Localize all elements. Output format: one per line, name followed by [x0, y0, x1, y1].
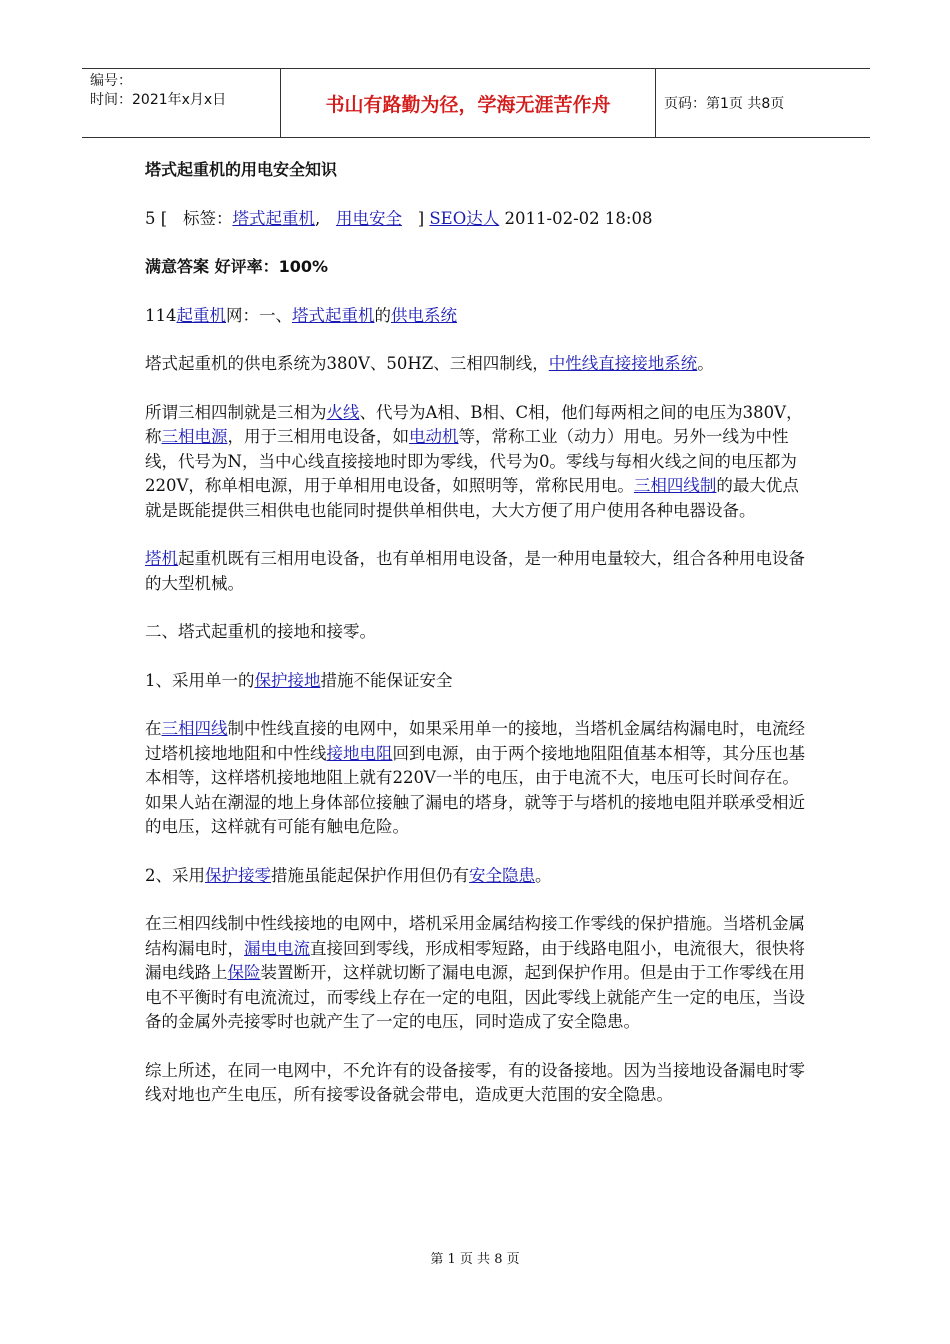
text: 起重机既有三相用电设备，也有单相用电设备，是一种用电量较大，组合各种用电设备的大型机械。 [145, 549, 805, 593]
text: 的最大优点就是既能提供三相供电也能同时提供单相供电，大大方便了用户使用各种电器设备。 [145, 476, 799, 520]
header-motto: 书山有路勤为径，学海无涯苦作舟 [280, 69, 656, 137]
link-protective-neutral[interactable]: 保护接零 [205, 865, 271, 885]
tag-link-electric-safety[interactable]: 用电安全 [335, 208, 402, 228]
tag-separator: , [314, 208, 321, 228]
text: 2、采用 [145, 865, 205, 885]
text: 。 [697, 354, 714, 373]
paragraph-1 [145, 304, 815, 329]
link-motor[interactable]: 电动机 [409, 427, 459, 446]
text: 的 [374, 305, 391, 325]
link-leakage-current[interactable]: 漏电电流 [244, 938, 310, 958]
link-neutral-grounding-system[interactable]: 中性线直接接地系统 [548, 354, 698, 373]
article-title: 塔式起重机的用电安全知识 [145, 160, 338, 179]
text: 措施虽能起保护作用但仍有 [271, 865, 469, 885]
link-three-phase-four-wire-2[interactable]: 三相四线 [161, 719, 228, 738]
link-tower-crane[interactable]: 塔式起重机 [292, 305, 375, 325]
text: 网：一、 [226, 305, 292, 325]
text: 措施不能保证安全 [320, 670, 453, 690]
text: 直接回到零线，形成相零短路，由于线路电阻小，电流很大，很快将漏电线路上 [145, 938, 805, 982]
link-three-phase-power[interactable]: 三相电源 [161, 427, 228, 446]
link-power-supply-system[interactable]: 供电系统 [391, 305, 457, 325]
paragraph-6 [145, 669, 815, 694]
date-label: 时间：2021年x月x日 [90, 92, 227, 108]
article-body [145, 158, 815, 1132]
author-link[interactable]: SEO达人 [429, 208, 500, 228]
text: 1、采用单一的 [145, 670, 255, 690]
section-heading-2: 二、塔式起重机的接地和接零。 [145, 622, 376, 641]
text: 制中性线直接的电网中，如果采用单一的接地，当塔机金属结构漏电时，电流经过塔机接地地阻和中性线 [145, 719, 805, 763]
link-safety-hazard[interactable]: 安全隐患 [469, 865, 535, 885]
post-datetime: 2011-02-02 18:08 [504, 208, 653, 228]
paragraph-8 [145, 864, 815, 889]
tag-link-tower-crane[interactable]: 塔式起重机 [232, 208, 315, 228]
link-ground-resistance[interactable]: 接地电阻 [326, 743, 393, 763]
satisfied-answer-label: 满意答案 好评率：100% [145, 257, 329, 276]
text: 回到电源，由于两个接地地阻阻值基本相等，其分压也基本相等，这样塔机接地地阻上就有220V一半的电压，由于电流不大，电压可长时间存在。如果人站在潮湿的地上身体部位接触了漏电的塔身，就等于与塔机的接地电阻并联承受相近的电压，这样就有可能有触电危险。 [145, 743, 805, 836]
link-fuse[interactable]: 保险 [227, 963, 261, 982]
serial-number-label: 编号： [90, 73, 132, 89]
meta-close-bracket: ] [417, 208, 425, 228]
text: 等，常称工业（动力）用电。另外一线为中性线，代号为N，当中心线直接接地时即为零线，代号为0。零线与每相火线之间的电压都为220V，称单相电源，用于单相用电设备，如照明等，常称民用电。 [145, 427, 797, 495]
text: 塔式起重机的供电系统为380V、50HZ、三相四制线， [145, 354, 549, 373]
paragraph-4 [145, 547, 815, 596]
paragraph-3 [145, 401, 815, 524]
meta-count: 5 [145, 208, 156, 228]
header-info-cell [82, 69, 280, 137]
text: 、代号为A相、B相、C相，他们每两相之间的电压为380V，称 [145, 402, 803, 446]
link-protective-grounding[interactable]: 保护接地 [254, 670, 321, 690]
text: 所谓三相四制就是三相为 [145, 402, 327, 422]
text: ，用于三相用电设备，如 [227, 427, 409, 446]
paragraph-10: 综上所述，在同一电网中，不允许有的设备接零，有的设备接地。因为当接地设备漏电时零线对地也产生电压，所有接零设备就会带电，造成更大范围的安全隐患。 [145, 1060, 805, 1104]
link-tower-machine[interactable]: 塔机 [145, 549, 178, 568]
tags-label: 标签： [182, 208, 233, 228]
paragraph-7 [145, 717, 815, 840]
link-three-phase-four-wire[interactable]: 三相四线制 [633, 476, 717, 495]
article-meta [145, 207, 815, 232]
text: 114 [145, 305, 177, 325]
header-page-info: 页码：第1页 共8页 [664, 96, 785, 112]
meta-open-bracket: [ [160, 208, 168, 228]
text: 在 [145, 719, 162, 738]
link-live-wire[interactable]: 火线 [326, 402, 360, 422]
text: 。 [535, 865, 552, 885]
page-header [82, 68, 870, 138]
link-crane[interactable]: 起重机 [176, 305, 226, 325]
text: 装置断开，这样就切断了漏电电源，起到保护作用。但是由于工作零线在用电不平衡时有电流流过，而零线上存在一定的电阻，因此零线上就能产生一定的电压，当设备的金属外壳接零时也就产生了一定的电压，同时造成了安全隐患。 [145, 963, 805, 1031]
page-footer: 第 1 页 共 8 页 [430, 1252, 520, 1267]
paragraph-2 [145, 352, 815, 377]
paragraph-9 [145, 912, 815, 1035]
text: 在三相四线制中性线接地的电网中，塔机采用金属结构接工作零线的保护措施。当塔机金属结构漏电时， [145, 914, 805, 958]
